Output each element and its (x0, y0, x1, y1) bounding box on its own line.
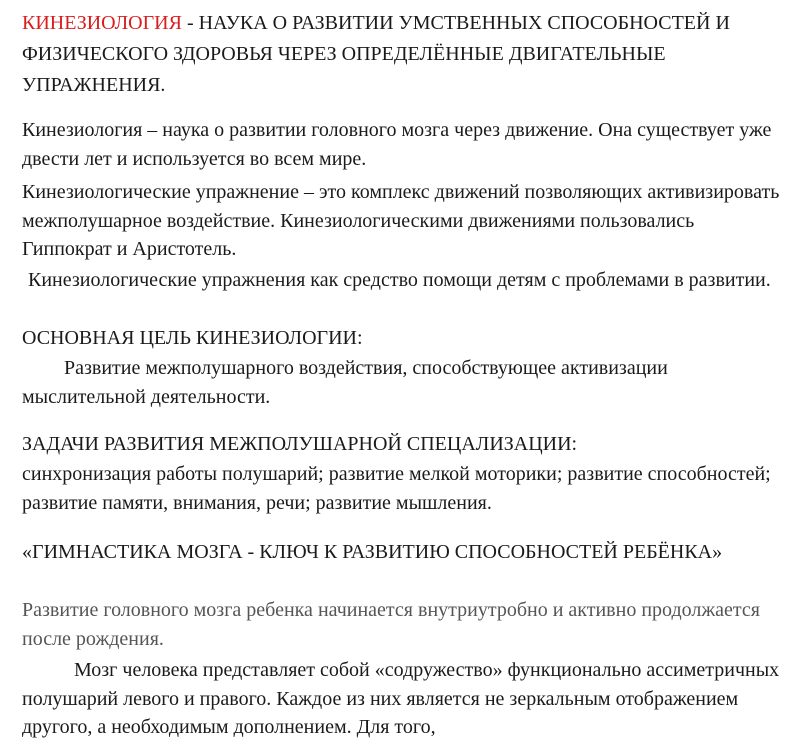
paragraph-goal: Развитие межполушарного воздействия, способствующее активизации мыслительной деятельности. (22, 357, 668, 408)
paragraph-exercises: Кинезиологические упражнение – это комплекс движений позволяющих активизировать межполушарное воздействие. Кинезиологическими движениями пользовались Гиппократ и Аристотель. (22, 181, 780, 260)
paragraph-help: Кинезиологические упражнения как средство помощи детям с проблемами в развитии. (28, 269, 771, 291)
heading-gymnastics: «ГИМНАСТИКА МОЗГА - КЛЮЧ К РАЗВИТИЮ СПОСОБНОСТЕЙ РЕБЁНКА» (22, 541, 723, 563)
paragraph-brain-development: Развитие головного мозга ребенка начинается внутриутробно и активно продолжается после рождения. (22, 599, 760, 650)
document-title (22, 8, 787, 101)
title-term: КИНЕЗИОЛОГИЯ (22, 12, 182, 34)
paragraph-definition: Кинезиология – наука о развитии головного мозга через движение. Она существует уже двести лет и используется во всем мире. (22, 119, 772, 170)
title-rest: - НАУКА О РАЗВИТИИ УМСТВЕННЫХ СПОСОБНОСТЕЙ И ФИЗИЧЕСКОГО ЗДОРОВЬЯ ЧЕРЕЗ ОПРЕДЕЛЁННЫЕ ДВИГАТЕЛЬНЫЕ УПРАЖНЕНИЯ. (22, 12, 730, 96)
paragraph-hemispheres: Мозг человека представляет собой «содружество» функционально ассиметричных полушарий левого и правого. Каждое из них является не зеркальным отображением другого, а необходимым дополнением. Для того, (22, 659, 780, 738)
heading-goal: ОСНОВНАЯ ЦЕЛЬ КИНЕЗИОЛОГИИ: (22, 327, 363, 349)
paragraph-tasks: синхронизация работы полушарий; развитие мелкой моторики; развитие способностей; развитие памяти, внимания, речи; развитие мышления. (22, 463, 771, 514)
heading-tasks: ЗАДАЧИ РАЗВИТИЯ МЕЖПОЛУШАРНОЙ СПЕЦАЛИЗАЦИИ: (22, 433, 578, 455)
